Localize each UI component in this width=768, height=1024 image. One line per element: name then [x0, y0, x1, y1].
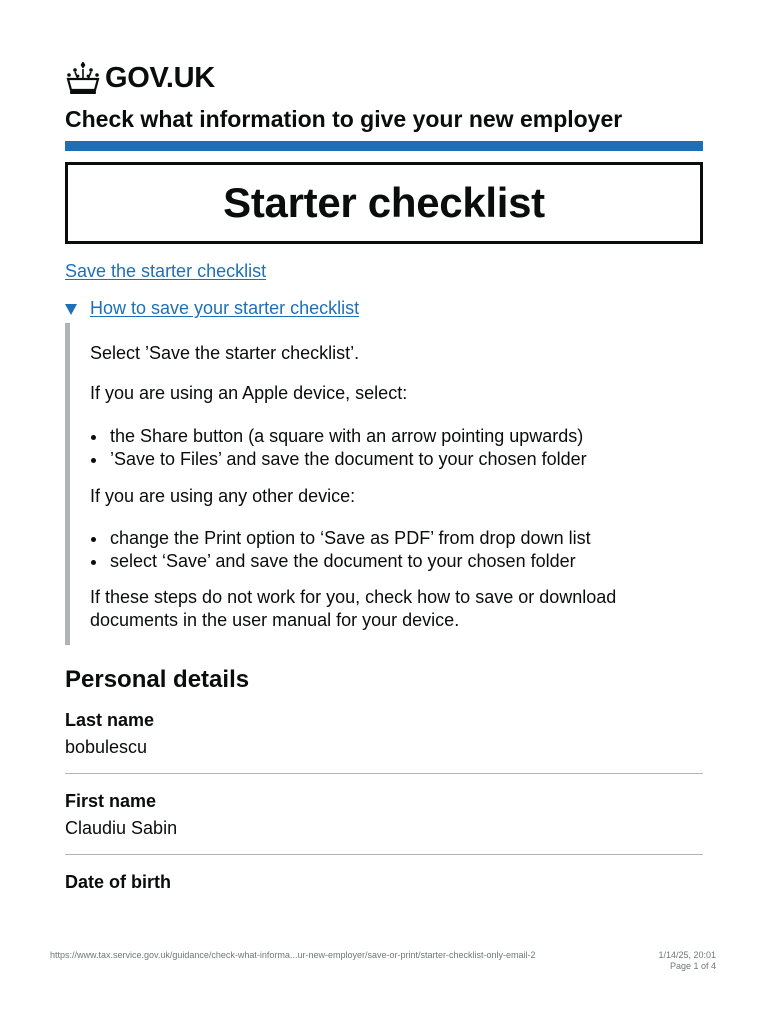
- page-title: Starter checklist: [223, 179, 545, 226]
- first-name-key: First name: [65, 791, 157, 811]
- service-name[interactable]: Check what information to give your new employer: [65, 106, 623, 132]
- first-name-value: Claudiu Sabin: [65, 818, 178, 838]
- details-summary-text[interactable]: How to save your starter checklist: [90, 298, 360, 318]
- list-item: select ‘Save’ and save the document to your chosen folder: [90, 550, 690, 573]
- details-footer-text: If these steps do not work for you, check how to save or download documents in the user manual for your device.: [90, 587, 617, 630]
- page-title-box: [65, 162, 703, 244]
- print-footer-meta: [658, 950, 716, 972]
- header-accent-bar: [65, 141, 703, 151]
- details-summary[interactable]: [65, 296, 359, 320]
- details-body: [65, 323, 685, 645]
- save-checklist-link[interactable]: Save the starter checklist: [65, 261, 267, 281]
- last-name-key: Last name: [65, 710, 155, 730]
- logo-text: GOV.UK: [105, 62, 215, 94]
- print-footer-url: https://www.tax.service.gov.uk/guidance/check-what-informa...ur-new-employer/save-or-print/starter-checklist-only-email-2: [50, 950, 536, 960]
- print-footer-datetime: 1/14/25, 20:01: [658, 950, 716, 960]
- list-item: change the Print option to ‘Save as PDF’ from drop down list: [90, 527, 690, 550]
- other-intro: If you are using any other device:: [90, 486, 356, 506]
- divider: [65, 854, 703, 855]
- triangle-down-icon: [65, 304, 77, 315]
- apple-steps-list: [90, 425, 690, 470]
- dob-key: Date of birth: [65, 872, 171, 892]
- list-item: the Share button (a square with an arrow pointing upwards): [90, 425, 690, 448]
- other-steps-list: [90, 527, 690, 572]
- list-item: ’Save to Files’ and save the document to your chosen folder: [90, 448, 690, 471]
- crown-icon: [65, 61, 101, 95]
- details-intro: Select ’Save the starter checklist’.: [90, 343, 360, 363]
- print-footer-page: Page 1 of 4: [669, 961, 716, 971]
- govuk-logo[interactable]: [65, 58, 215, 98]
- section-heading: Personal details: [65, 666, 250, 693]
- divider: [65, 773, 703, 774]
- apple-intro: If you are using an Apple device, select:: [90, 383, 408, 403]
- last-name-value: bobulescu: [65, 737, 148, 757]
